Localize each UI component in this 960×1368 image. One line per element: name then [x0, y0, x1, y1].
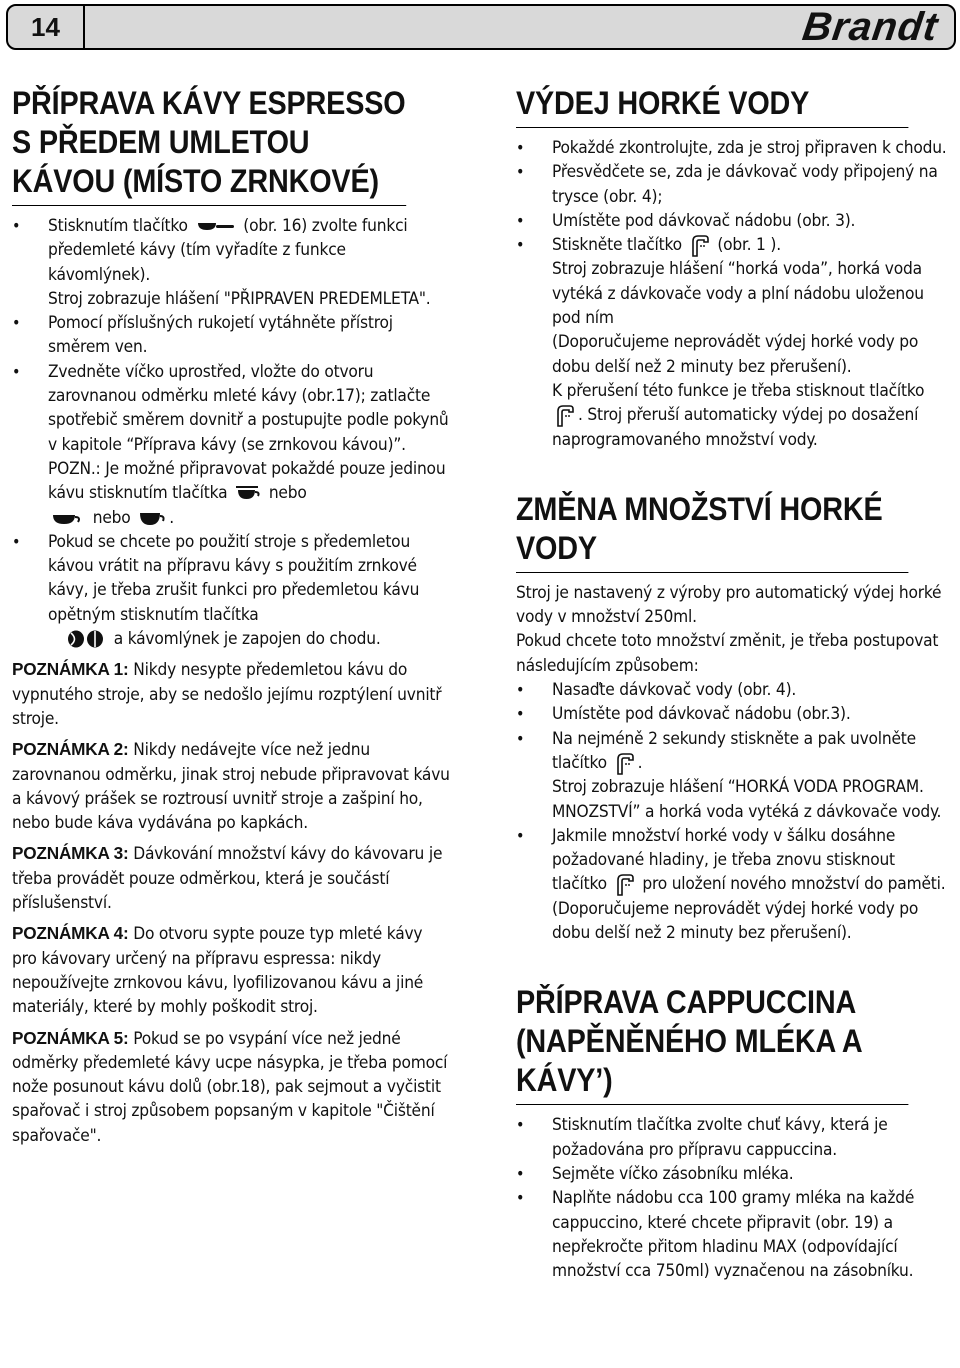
hot-water-qty-steps [516, 678, 952, 945]
cappuccino-steps [516, 1113, 952, 1283]
step-text: Umístěte pod dávkovač nádobu (obr. 3). [552, 210, 856, 231]
step-text: Nasaďte dávkovač vody (obr. 4). [552, 680, 797, 701]
double-cup-icon [51, 510, 85, 526]
hot-water-tap-icon [615, 751, 635, 775]
note-4 [12, 921, 450, 1019]
step-text: Sejměte víčko zásobníku mléka. [552, 1163, 794, 1184]
pozn-text: . [169, 507, 174, 528]
pozn-text: POZN.: Je možné připravovat pokaždé pouze jedinou kávu stisknutím tlačítka [48, 458, 446, 504]
coffee-beans-icon [66, 630, 106, 648]
para-text: K přerušení této funkce je třeba stisknout tlačítko [552, 380, 925, 401]
step-text: . [637, 752, 643, 773]
list-item [516, 136, 952, 160]
list-item [516, 1113, 952, 1162]
right-column [516, 84, 952, 1283]
note-text: Nikdy nedávejte více než jednu zarovnanou odměrku, jinak stroj nebude připravovat kávu a kávový prášek se roztrousí uvnitř stroje a zašpiní ho, nebo bude káva vydávána po kapkách. [12, 740, 450, 834]
step-text: a kávomlýnek je zapojen do chodu. [113, 629, 381, 650]
title-line: S PŘEDEM UMLETOU [12, 124, 310, 160]
note-1 [12, 657, 450, 731]
preground-steps [12, 214, 450, 651]
step-text: Naplňte nádobu cca 100 gramy mléka na každé cappuccino, které chcete připravit (obr. 19) a nepřekročte přitom hladinu MAX (odpovídající množství cca 750ml) vyznačenou na zásobníku. [552, 1188, 915, 1282]
title-line: PŘÍPRAVA CAPPUCCINA [516, 984, 857, 1021]
spacer [516, 452, 952, 490]
step-text: Stiskněte tlačítko [552, 235, 682, 256]
list-item [516, 824, 952, 945]
list-item [516, 209, 952, 233]
paragraph: Stroj zobrazuje hlášení “horká voda”, horká voda vytéká z dávkovače vody a plní nádobu uloženou pod ním [552, 259, 924, 329]
section-title-cappuccino [516, 983, 908, 1061]
para-text: . Stroj přeruší automaticky výdej po dosažení naprogramovaného množství vody. [552, 405, 919, 450]
pozn-text: nebo [268, 483, 307, 504]
list-item [516, 233, 952, 257]
step-text: Přesvědčete se, zda je dávkovač vody připojený na trysce (obr. 4); [552, 162, 938, 207]
list-item [516, 1186, 952, 1283]
note-label: POZNÁMKA 5: [12, 1027, 129, 1048]
large-cup-icon [138, 510, 166, 526]
paragraph [516, 379, 952, 452]
step-text: pro uložení nového množství do paměti. [642, 874, 946, 895]
section-title-preground-line3: KÁVOU (MÍSTO ZRNKOVÉ) [12, 162, 406, 206]
pozn-text: nebo [92, 507, 131, 528]
left-column [12, 84, 450, 1148]
list-item [12, 360, 450, 530]
step-text: (Doporučujeme neprovádět výdej horké vody po dobu delší než 2 minuty bez přerušení). [552, 898, 919, 944]
list-item [516, 727, 952, 824]
note-text: Do otvoru sypte pouze typ mleté kávy pro kávovary určený na přípravu espressa: nikdy nepoužívejte zrnkovou kávu, lyofilizovanou kávu a jiné materiály, které by mohly poškodit stroj. [12, 924, 424, 1018]
list-item [516, 678, 952, 702]
paragraph: Pokud chcete toto množství změnit, je třeba postupovat následujícím způsobem: [516, 631, 939, 676]
hot-water-tap-icon [615, 872, 635, 896]
note-text: Dávkování množství kávy do kávovaru je třeba provádět pouze odměrkou, která je součástí příslušenství. [12, 844, 443, 914]
title-line: PŘÍPRAVA KÁVY ESPRESSO [12, 85, 406, 121]
step-text: Stroj zobrazuje hlášení “HORKÁ VODA PROGRAM. MNOZSTVÍ” a horká voda vytéká z dávkovače vody. [552, 777, 942, 822]
page-number: 14 [8, 6, 85, 48]
hot-water-steps [516, 136, 952, 257]
section-title-preground [12, 84, 406, 162]
hot-water-tap-icon [690, 233, 710, 257]
list-item [12, 530, 450, 651]
step-text: Pomocí příslušných rukojetí vytáhněte přístroj směrem ven. [48, 313, 393, 358]
single-cup-icon [235, 485, 261, 501]
section-title-hot-water-qty: ZMĚNA MNOŽSTVÍ HORKÉ [516, 490, 883, 527]
list-item [516, 702, 952, 726]
step-text: Zvedněte víčko uprostřed, vložte do otvoru zarovnanou odměrku mleté kávy (obr.17); zatlačte spotřebič směrem dovnitř a postupujte podle pokynů v kapitole “Příprava kávy (se zrnkovou kávou)”. [48, 361, 449, 455]
step-text: (obr. 1 ). [717, 235, 781, 256]
step-text: Umístěte pod dávkovač nádobu (obr.3). [552, 704, 851, 725]
section-title-cappuccino-line3: KÁVY’) [516, 1061, 908, 1105]
brand-logo: Brandt [800, 5, 942, 49]
page-header [6, 4, 956, 50]
step-text: Na nejméně 2 sekundy stiskněte a pak uvolněte tlačítko [552, 728, 916, 773]
paragraph: (Doporučujeme neprovádět výdej horké vody po dobu delší než 2 minuty bez přerušení). [552, 332, 919, 377]
note-2 [12, 737, 450, 835]
list-item [12, 214, 450, 311]
coffee-scoop-icon [196, 219, 236, 233]
note-text: Pokud se po vsypání více než jedné odměrky předemleté kávy ucpe násypka, je třeba pomocí nože posunout kávu dolů (obr.18), pak sejmout a vyčistit spařovač i stroj způsobem popsaným v kapitole "Čištění spařovače". [12, 1028, 448, 1146]
display-message: Stroj zobrazuje hlášení "PŘIPRAVEN PREDEMLETA". [48, 288, 431, 309]
note-label: POZNÁMKA 2: [12, 739, 129, 760]
note-label: POZNÁMKA 1: [12, 659, 129, 680]
note-label: POZNÁMKA 4: [12, 923, 129, 944]
hot-water-tap-icon [555, 403, 575, 427]
step-text: Pokud se chcete po použití stroje s předemletou kávou vrátit na přípravu kávy s použitím zrnkové kávy, je třeba zrušit funkci pro předemletou kávu opětným stisknutím tlačítka [48, 531, 420, 625]
section-title-hot-water-qty-line2: VODY [516, 529, 908, 573]
step-text: Jakmile množství horké vody v šálku dosáhne požadované hladiny, je třeba znovu stisknout tlačítko [552, 825, 896, 895]
title-line: (NAPĚNĚNÉHO MLÉKA A [516, 1023, 863, 1060]
note-5 [12, 1026, 450, 1148]
list-item [516, 160, 952, 209]
note-text: Nikdy nesypte předemletou kávu do vypnutého stroje, aby se nedošlo jejímu rozptýlení uvnitř stroje. [12, 660, 442, 729]
step-text: Stisknutím tlačítko [48, 216, 188, 236]
list-item [516, 1162, 952, 1186]
note-label: POZNÁMKA 3: [12, 843, 129, 864]
step-text: Pokaždé zkontrolujte, zda je stroj připraven k chodu. [552, 138, 947, 158]
step-text: Stisknutím tlačítka zvolte chuť kávy, která je požadována pro přípravu cappuccina. [552, 1115, 888, 1160]
spacer [516, 945, 952, 983]
step-text: (obr. 16) zvolte funkci předemleté kávy (tím vyřadíte z funkce kávomlýnek). [48, 216, 408, 285]
section-title-hot-water: VÝDEJ HORKÉ VODY [516, 84, 908, 128]
paragraph: Stroj je nastavený z výroby pro automatický výdej horké vody v množství 250ml. [516, 582, 942, 628]
list-item [12, 311, 450, 360]
note-3 [12, 841, 450, 915]
